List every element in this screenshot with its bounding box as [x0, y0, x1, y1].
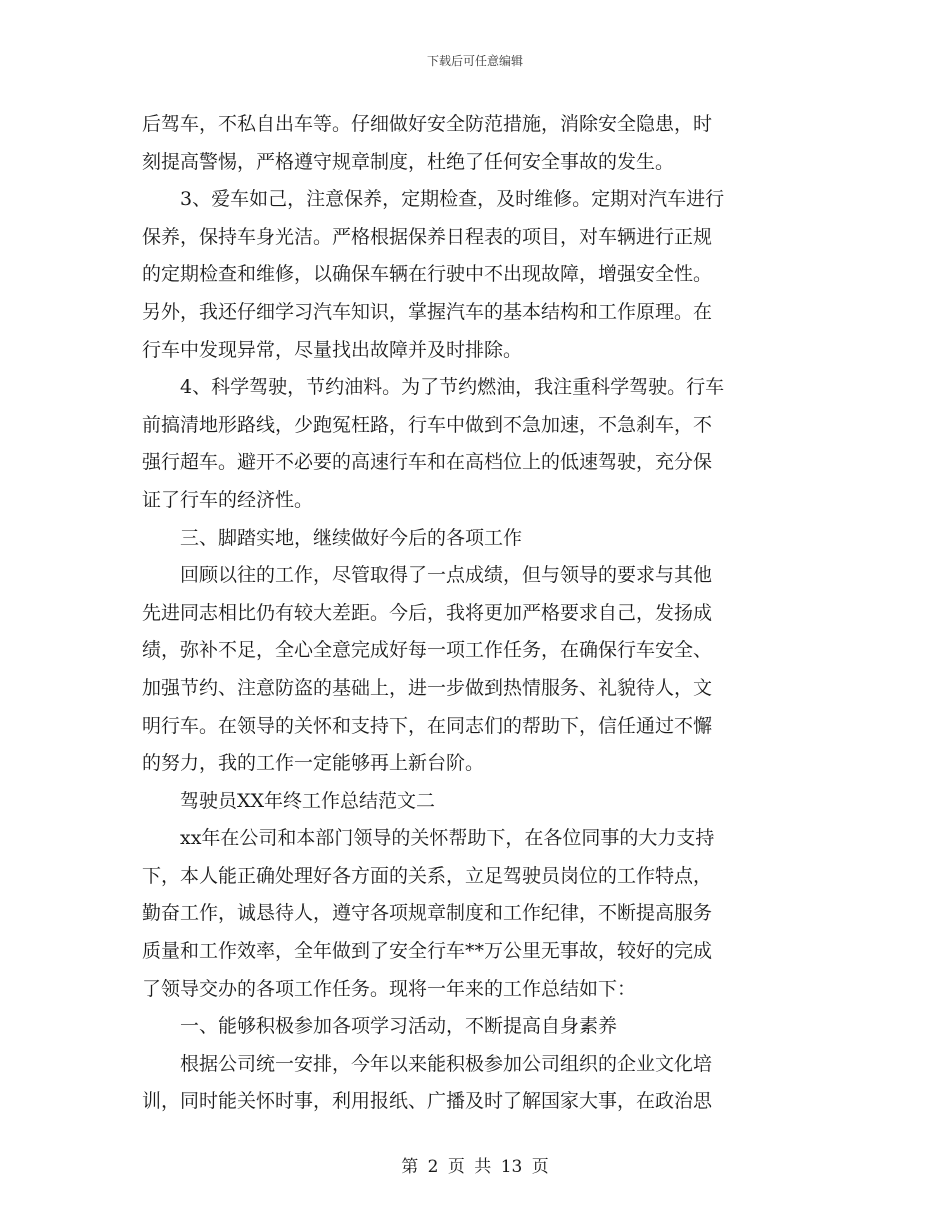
text-line: 质量和工作效率，全年做到了安全行车**万公里无事故，较好的完成: [142, 940, 713, 963]
text-line: 明行车。在领导的关怀和支持下，在同志们的帮助下，信任通过不懈: [142, 714, 713, 737]
page-number: 第 2 页 共 13 页: [401, 1157, 549, 1177]
text-line: 保养，保持车身光洁。严格根据保养日程表的项目，对车辆进行正规: [142, 225, 713, 248]
text-line: 绩，弥补不足，全心全意完成好每一项工作任务，在确保行车安全、: [142, 639, 713, 662]
text-line: 行车中发现异常，尽量找出故障并及时排除。: [142, 338, 523, 361]
text-line: xx年在公司和本部门领导的关怀帮助下，在各位同事的大力支持: [180, 827, 715, 850]
text-line: 下，本人能正确处理好各方面的关系，立足驾驶员岗位的工作特点，: [142, 864, 713, 887]
page-header: 下载后可任意编辑: [426, 54, 523, 68]
text-line: 后驾车，不私自出车等。仔细做好安全防范措施，消除安全隐患，时: [142, 113, 713, 135]
document-body: [142, 106, 810, 1121]
text-line: 强行超车。避开不必要的高速行车和在高档位上的低速驾驶，充分保: [142, 451, 713, 474]
text-line: 驾驶员XX年终工作总结范文二: [180, 789, 436, 812]
text-line: 的努力，我的工作一定能够再上新台阶。: [142, 752, 485, 775]
text-line: 勤奋工作，诚恳待人，遵守各项规章制度和工作纪律，不断提高服务: [142, 902, 713, 925]
text-line: 另外，我还仔细学习汽车知识，掌握汽车的基本结构和工作原理。在: [142, 300, 713, 323]
text-line: 回顾以往的工作，尽管取得了一点成绩，但与领导的要求与其他: [180, 564, 713, 587]
text-line: 三、脚踏实地，继续做好今后的各项工作: [180, 526, 523, 549]
text-line: 刻提高警惕，严格遵守规章制度，杜绝了任何安全事故的发生。: [142, 150, 675, 173]
text-line: 3、爱车如己，注意保养，定期检查，及时维修。定期对汽车进行: [180, 188, 725, 211]
text-line: 前搞清地形路线，少跑冤枉路，行车中做到不急加速，不急刹车，不: [142, 413, 713, 436]
text-line: 加强节约、注意防盗的基础上，进一步做到热情服务、礼貌待人，文: [142, 676, 713, 699]
text-line: 了领导交办的各项工作任务。现将一年来的工作总结如下：: [142, 977, 637, 1000]
text-line: 根据公司统一安排，今年以来能积极参加公司组织的企业文化培: [180, 1052, 713, 1075]
text-line: 4、科学驾驶，节约油料。为了节约燃油，我注重科学驾驶。行车: [180, 376, 725, 399]
text-line: 证了行车的经济性。: [142, 488, 314, 511]
text-line: 先进同志相比仍有较大差距。今后，我将更加严格要求自己，发扬成: [142, 601, 713, 624]
text-line: 一、能够积极参加各项学习活动，不断提高自身素养: [180, 1015, 618, 1038]
text-line: 的定期检查和维修，以确保车辆在行驶中不出现故障，增强安全性。: [142, 263, 713, 286]
text-line: 训，同时能关怀时事，利用报纸、广播及时了解国家大事，在政治思: [142, 1090, 713, 1113]
